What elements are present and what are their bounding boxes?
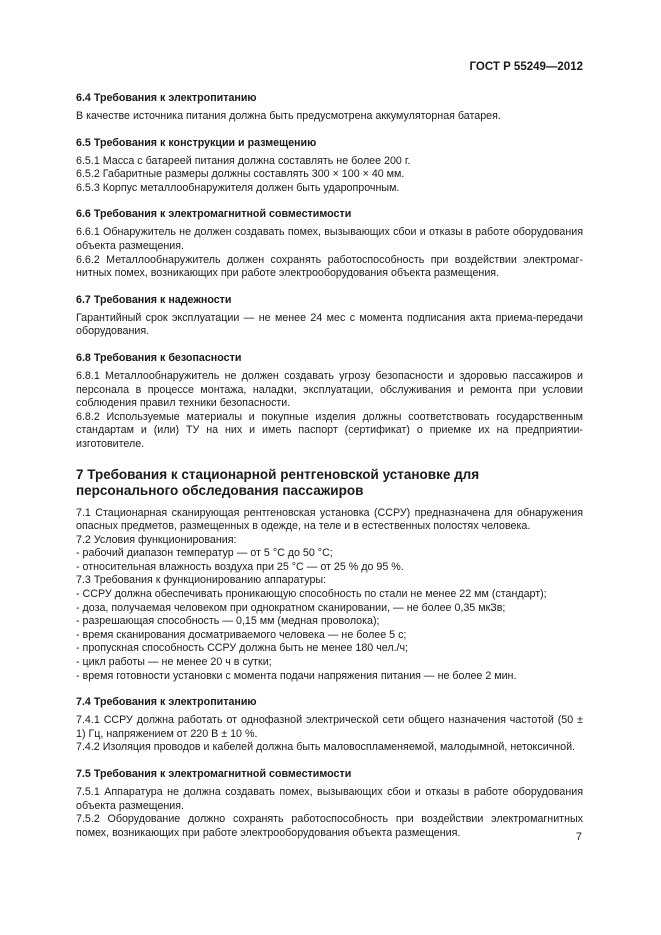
paragraph: Гарантийный срок эксплуатации — не менее 24 мес с момента подписания акта приема-передачи оборудования. [76,311,583,338]
paragraph: 7.1 Стационарная сканирующая рентгеновская установка (ССРУ) предназначена для обнаружения опасных предметов, размещенных в одежде, на теле и в естественных полостях человека. [76,506,583,533]
heading-7-5: 7.5 Требования к электромагнитной совместимости [76,768,352,780]
paragraph: 6.5.1 Масса с батареей питания должна составлять не более 200 г. [76,154,411,167]
list-item: - ССРУ должна обеспечивать проникающую способность по стали не менее 22 мм (стандарт); [76,588,547,601]
paragraph: 7.3 Требования к функционированию аппаратуры: [76,574,327,587]
list-item: - цикл работы — не менее 20 ч в сутки; [76,656,272,669]
heading-6-5: 6.5 Требования к конструкции и размещению [76,136,317,149]
document-code: ГОСТ Р 55249—2012 [469,61,583,73]
list-item: - разрешающая способность — 0,15 мм (медная проволока); [76,615,380,628]
paragraph: В качестве источника питания должна быть предусмотрена аккумуляторная батарея. [76,110,501,122]
page-number: 7 [575,831,582,843]
paragraph: 6.5.2 Габаритные размеры должны составлять 300 × 100 × 40 мм. [76,168,405,181]
list-item: - время сканирования досматриваемого человека — не более 5 с; [76,628,407,641]
paragraph: 7.4.1 ССРУ должна работать от однофазной электрической сети общего назначения частотой (50 ± 1) Гц, напряжением от 220 В ± 10 %. [76,714,583,740]
paragraph: 7.5.1 Аппаратура не должна создавать помех, вызывающих сбои и отказы в работе оборудования объекта размещения. [76,786,583,812]
heading-6-4: 6.4 Требования к электропитанию [76,92,257,104]
heading-6-7: 6.7 Требования к надежности [76,293,232,306]
page-content [76,91,583,840]
heading-7: 7 Требования к стационарной рентгеновской установке для персонального обследования пассажиров [76,466,480,498]
paragraph: 6.6.2 Металлообнаружитель должен сохранять работоспособность при воздействии электромагнитных помех, возникающих при работе электрооборудования объекта размещения. [76,253,583,280]
paragraph: 6.6.1 Обнаружитель не должен создавать помех, вызывающих сбои и отказы в работе оборудования объекта размещения. [76,226,583,252]
paragraph: 7.4.2 Изоляция проводов и кабелей должна быть маловоспламеняемой, малодымной, нетоксичной. [76,741,576,754]
paragraph: 7.2 Условия функционирования: [76,533,237,546]
list-item: - время готовности установки с момента подачи напряжения питания — не более 2 мин. [76,669,517,682]
list-item: - рабочий диапазон температур — от 5 °С до 50 °С; [76,547,333,560]
heading-6-6: 6.6 Требования к электромагнитной совместимости [76,208,352,221]
paragraph: 7.5.2 Оборудование должно сохранять работоспособность при воздействии электромагнитных помех, возникающих при работе электрооборудования объекта размещения. [76,813,583,839]
list-item: - относительная влажность воздуха при 25 °С — от 25 % до 95 %. [76,560,404,573]
paragraph: 6.8.2 Используемые материалы и покупные изделия должны соответствовать государственным стандартам и (или) ТУ на них и иметь паспорт (сертификат) о приемке их на предприятии-изготовителе. [76,410,583,450]
paragraph: 6.5.3 Корпус металлообнаружителя должен быть ударопрочным. [76,181,400,194]
heading-6-8: 6.8 Требования к безопасности [76,351,242,364]
list-item: - доза, получаемая человеком при однократном сканировании, — не более 0,35 мкЗв; [76,601,506,614]
paragraph: 6.8.1 Металлообнаружитель не должен создавать угрозу безопасности и здоровью пассажиров и персонала в процессе монтажа, наладки, эксплуатации, обслуживания и ремонта при условии соблюдения правил техники безопасности. [76,369,583,410]
list-item: - пропускная способность ССРУ должна быть не менее 180 чел./ч; [76,642,409,655]
heading-7-4: 7.4 Требования к электропитанию [76,696,257,709]
